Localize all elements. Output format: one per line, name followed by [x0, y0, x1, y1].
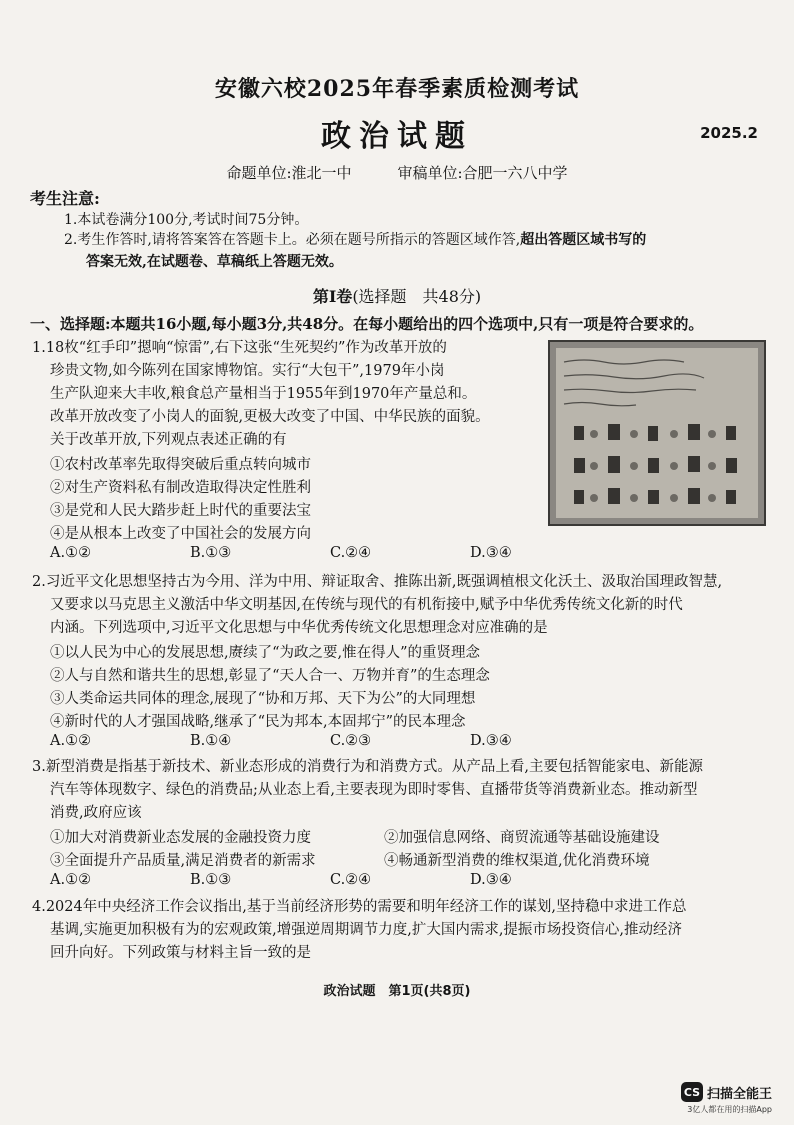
q3-option-3: ③全面提升产品质量,满足消费者的新需求	[50, 853, 316, 869]
q3-option-2: ②加强信息网络、商贸流通等基础设施建设	[384, 830, 660, 846]
q2-line-2: 又要求以马克思主义激活中华文明基因,在传统与现代的有机衔接中,赋予中华优秀传统文化新的时代	[50, 597, 683, 613]
q1-choice-d: D.③④	[470, 545, 512, 561]
q1-option-3: ③是党和人民大踏步赶上时代的重要法宝	[50, 503, 311, 519]
q2-choice-d: D.③④	[470, 733, 512, 749]
q3-line-1: 3.新型消费是指基于新技术、新业态形成的消费行为和消费方式。从产品上看,主要包括智能家电、新能源	[32, 759, 703, 775]
q1-choice-b: B.①③	[190, 545, 232, 561]
setter-unit: 命题单位:淮北一中	[226, 164, 352, 182]
page-footer: 政治试题 第1页(共8页)	[323, 984, 471, 999]
scanner-watermark	[681, 1082, 772, 1102]
notice-item-2-text: 2.考生作答时,请将答案答在答题卡上。必须在题号所指示的答题区域作答,	[64, 232, 521, 248]
section-title: 第Ⅰ卷	[312, 287, 353, 306]
notice-item-2-emphasis: 超出答题区域书写的	[520, 232, 647, 248]
section-subtitle: (选择题 共48分)	[352, 287, 482, 306]
notice-item-2-continued: 答案无效,在试题卷、草稿纸上答题无效。	[86, 254, 343, 270]
q3-choice-d: D.③④	[470, 872, 512, 888]
scanner-brand-name: 扫描全能王	[706, 1086, 772, 1102]
q1-option-4: ④是从根本上改变了中国社会的发展方向	[50, 526, 311, 542]
q3-option-1: ①加大对消费新业态发展的金融投资力度	[50, 830, 311, 846]
notice-heading: 考生注意:	[30, 189, 100, 208]
q2-line-1: 2.习近平文化思想坚持古为今用、洋为中用、辩证取舍、推陈出新,既强调植根文化沃土、汲取治国理政智慧,	[32, 574, 723, 590]
q3-line-3: 消费,政府应该	[50, 805, 142, 821]
q1-option-1: ①农村改革率先取得突破后重点转向城市	[50, 457, 311, 473]
q4-line-3: 回升向好。下列政策与材料主旨一致的是	[50, 945, 311, 961]
q1-line-3: 生产队迎来大丰收,粮食总产量相当于1955年到1970年产量总和。	[50, 386, 477, 402]
q2-choices	[50, 733, 610, 749]
q2-choice-b: B.①④	[190, 733, 232, 749]
contract-photo-image	[550, 342, 764, 524]
q1-choices	[50, 545, 610, 561]
subject-title: 政治试题	[321, 119, 473, 154]
scanner-logo-icon: CS	[681, 1082, 703, 1102]
q3-line-2: 汽车等体现数字、绿色的消费品;从业态上看,主要表现为即时零售、直播带货等消费新业态。推动新型	[50, 782, 698, 798]
q3-choice-b: B.①③	[190, 872, 232, 888]
section-heading	[0, 284, 794, 307]
q1-line-2: 珍贵文物,如今陈列在国家博物馆。实行“大包干”,1979年小岗	[50, 363, 445, 379]
contract-photo	[548, 340, 766, 526]
q2-option-1: ①以人民为中心的发展思想,赓续了“为政之要,惟在得人”的重贤理念	[50, 645, 481, 661]
q3-option-4: ④畅通新型消费的维权渠道,优化消费环境	[384, 853, 650, 869]
q1-option-2: ②对生产资料私有制改造取得决定性胜利	[50, 480, 311, 496]
notice-item-2	[64, 229, 646, 249]
q4-line-2: 基调,实施更加积极有为的宏观政策,增强逆周期调节力度,扩大国内需求,提振市场投资信心,推动经济	[50, 922, 683, 938]
reviewer-unit: 审稿单位:合肥一六八中学	[397, 164, 568, 182]
notice-item-1: 1.本试卷满分100分,考试时间75分钟。	[64, 212, 309, 228]
q1-line-1: 1.18枚“红手印”摁响“惊雷”,右下这张“生死契约”作为改革开放的	[32, 340, 447, 356]
q2-option-2: ②人与自然和谐共生的思想,彰显了“天人合一、万物并育”的生态理念	[50, 668, 490, 684]
q1-choice-c: C.②④	[330, 545, 372, 561]
q3-choices	[50, 872, 610, 888]
q3-choice-a: A.①②	[50, 872, 92, 888]
q2-choice-c: C.②③	[330, 733, 372, 749]
exam-series-title: 安徽六校2025年春季素质检测考试	[214, 76, 580, 102]
q3-choice-c: C.②④	[330, 872, 372, 888]
exam-date: 2025.2	[700, 124, 758, 142]
q4-line-1: 4.2024年中央经济工作会议指出,基于当前经济形势的需要和明年经济工作的谋划,坚持稳中求进工作总	[32, 899, 687, 915]
q2-line-3: 内涵。下列选项中,习近平文化思想与中华优秀传统文化思想理念对应准确的是	[50, 620, 548, 636]
scanner-tagline: 3亿人都在用的扫描App	[687, 1105, 772, 1114]
q2-option-3: ③人类命运共同体的理念,展现了“协和万邦、天下为公”的大同理想	[50, 691, 476, 707]
setter-units	[0, 162, 794, 183]
q2-option-4: ④新时代的人才强国战略,继承了“民为邦本,本固邦宁”的民本理念	[50, 714, 466, 730]
q1-line-4: 改革开放改变了小岗人的面貌,更极大改变了中国、中华民族的面貌。	[50, 409, 490, 425]
section-instruction: 一、选择题:本题共16小题,每小题3分,共48分。在每小题给出的四个选项中,只有一项是符合要求的。	[30, 315, 704, 333]
q1-choice-a: A.①②	[50, 545, 92, 561]
q2-choice-a: A.①②	[50, 733, 92, 749]
q1-line-5: 关于改革开放,下列观点表述正确的有	[50, 432, 287, 448]
